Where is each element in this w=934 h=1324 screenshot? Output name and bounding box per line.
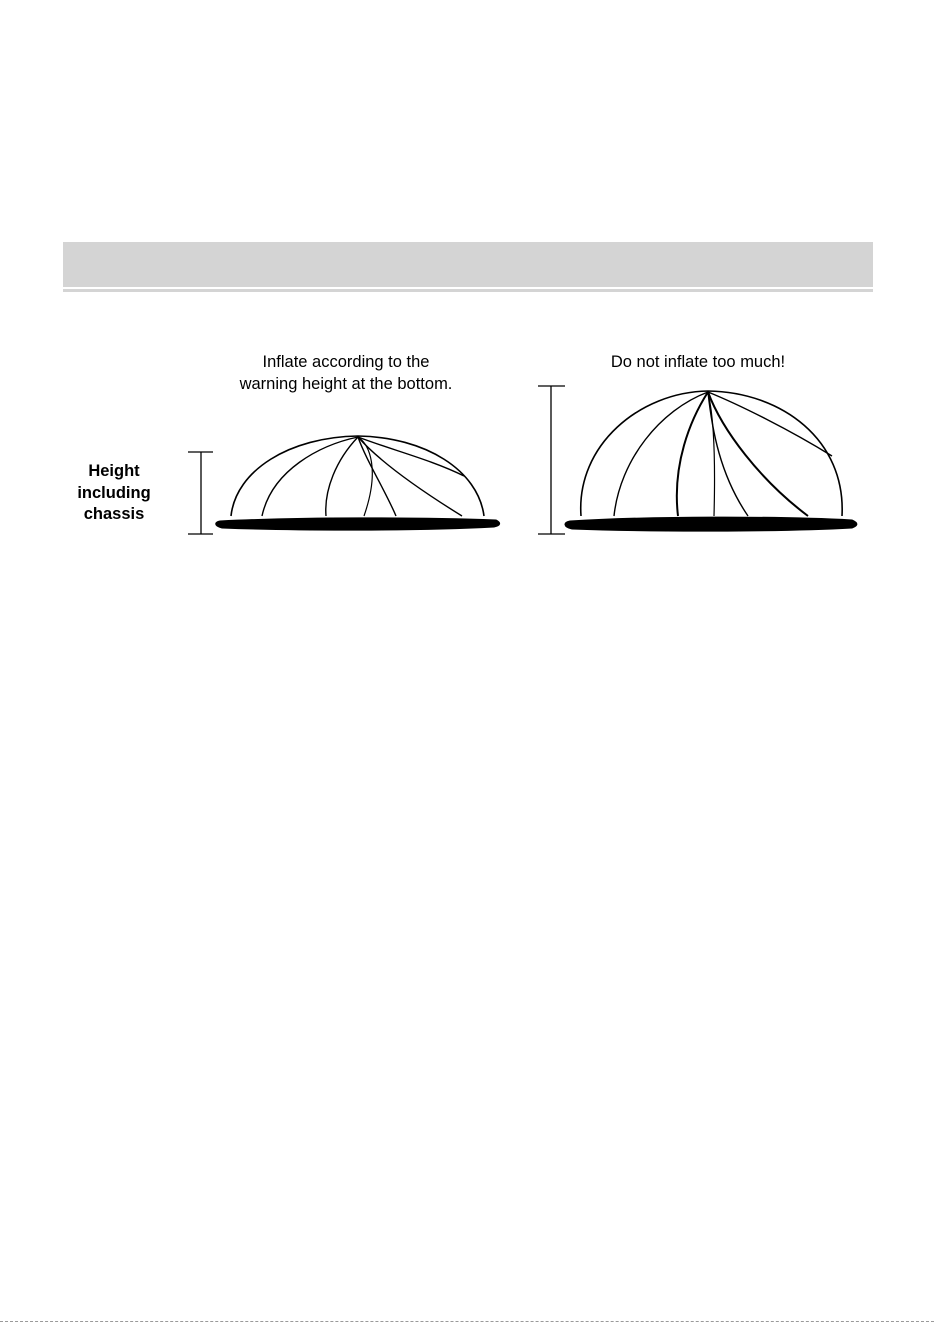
left-caption-line-1: Inflate according to the [262, 353, 430, 371]
left-caption-line-2: warning height at the bottom. [239, 375, 453, 393]
correctly-inflated-dome-icon [216, 436, 500, 530]
bottom-dashed-rule [0, 1321, 934, 1322]
tall-height-measure-bracket-icon [538, 386, 565, 534]
right-figure-caption: Do not inflate too much! [610, 353, 786, 371]
height-label-line-2: including [77, 483, 151, 502]
inflation-illustration [0, 0, 934, 600]
over-inflated-dome-icon [565, 391, 857, 531]
height-label-line-1: Height [88, 462, 140, 480]
height-label-line-3: chassis [83, 505, 145, 523]
height-measure-bracket-icon [188, 452, 213, 534]
